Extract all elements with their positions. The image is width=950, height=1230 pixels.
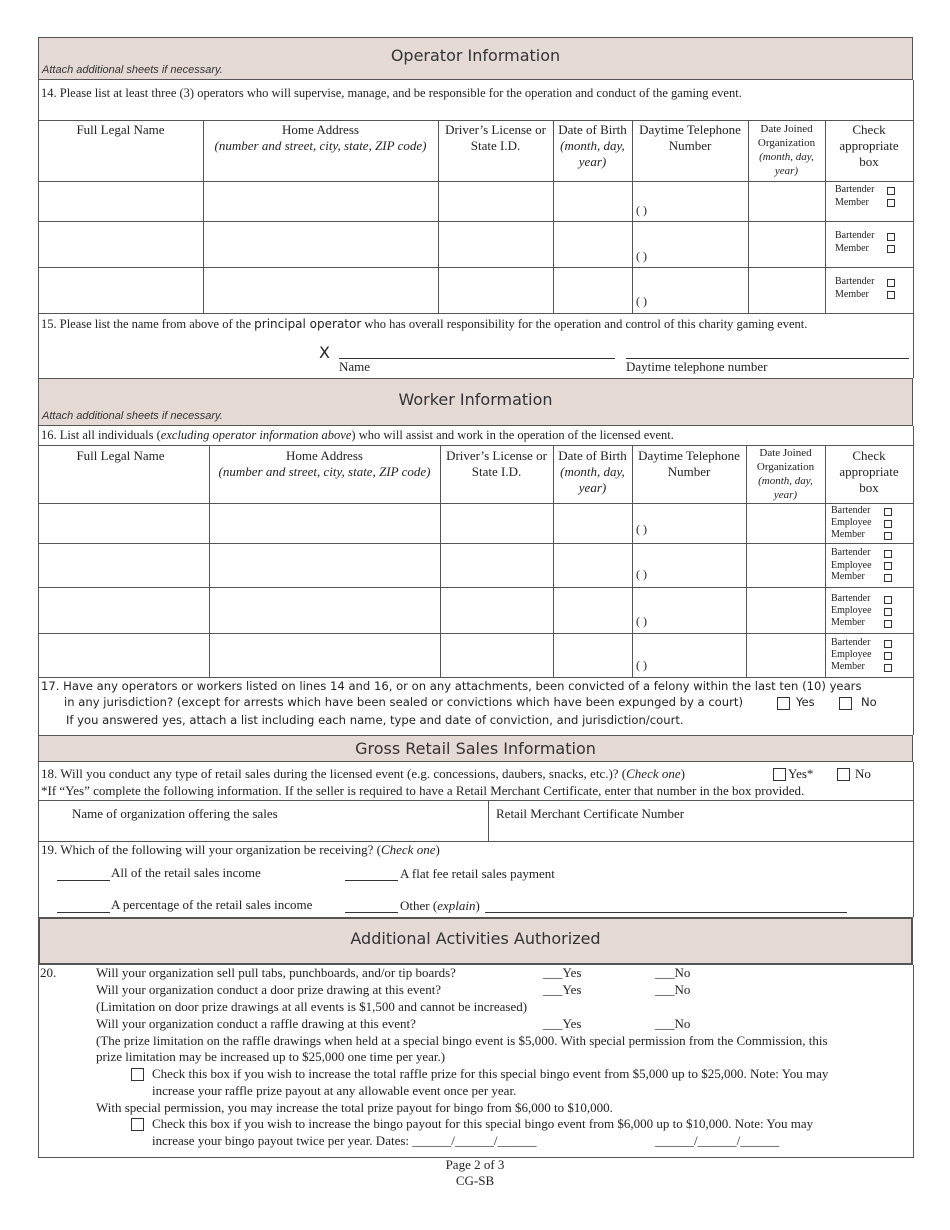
member-checkbox[interactable] [884, 574, 892, 582]
phone-placeholder: ( ) [636, 203, 647, 217]
col-home-address-label: Home Address [282, 122, 359, 137]
q19-part-b: Check one [380, 842, 436, 857]
member-checkbox[interactable] [884, 620, 892, 628]
option-bartender-label: Bartender [831, 547, 871, 558]
col-license [440, 448, 553, 480]
opt-pct-blank[interactable] [57, 912, 110, 913]
col-dob-3: year) [578, 154, 607, 169]
operator-section-header [38, 37, 913, 80]
q18-part-c: ) [680, 766, 685, 781]
q17-yes-label: Yes [796, 695, 815, 709]
option-employee-label: Employee [831, 649, 872, 660]
raffle-check-1: Check this box if you wish to increase the total raffle prize for this special bingo event from $5,000 up to $25,000. Note: You may [152, 1066, 829, 1081]
col-license-2: State I.D. [470, 138, 521, 153]
col-license-2: State I.D. [471, 464, 522, 479]
option-employee-label: Employee [831, 560, 872, 571]
pull-tabs-yes[interactable]: ___Yes [543, 965, 582, 980]
page-number: Page 2 of 3 [445, 1157, 505, 1172]
col-license-1: Driver’s License or [445, 122, 546, 137]
employee-checkbox[interactable] [884, 608, 892, 616]
retail-box-top [38, 800, 914, 801]
option-bartender-label: Bartender [835, 230, 875, 241]
col-check-box [825, 448, 913, 496]
cert-number-label: Retail Merchant Certificate Number [496, 806, 685, 821]
q19-part-a: 19. Which of the following will your organization be receiving? ( [41, 842, 381, 857]
employee-checkbox[interactable] [884, 652, 892, 660]
option-employee-label: Employee [831, 517, 872, 528]
col-date-joined [748, 122, 825, 178]
member-checkbox[interactable] [887, 199, 895, 207]
q17-line2: in any jurisdiction? (except for arrests which have been sealed or convictions which have been expunged by a court) [64, 695, 743, 709]
col-joined-3: (month, day, [758, 475, 813, 487]
q17-line3: If you answered yes, attach a list including each name, type and date of conviction, and jurisdiction/court. [66, 713, 684, 727]
bingo-check-1: Check this box if you wish to increase the bingo payout for this special bingo event from $6,000 up to $10,000. Note: You may [152, 1116, 814, 1131]
col-full-legal-name: Full Legal Name [76, 122, 165, 137]
col-dob-2: (month, day, [560, 138, 625, 153]
bartender-checkbox[interactable] [884, 640, 892, 648]
col-joined-1: Date Joined [760, 123, 813, 135]
worker-border-right [913, 426, 914, 735]
phone-placeholder: ( ) [636, 614, 647, 628]
col-phone-1: Daytime Telephone [639, 122, 741, 137]
bartender-checkbox[interactable] [884, 596, 892, 604]
principal-phone-label: Daytime telephone number [626, 359, 768, 374]
col-full-legal-name: Full Legal Name [76, 448, 165, 463]
q15-part-a: 15. Please list the name from above of the [41, 317, 252, 331]
phone-placeholder: ( ) [636, 567, 647, 581]
option-bartender-label: Bartender [831, 505, 871, 516]
col-check-3: box [859, 480, 879, 495]
bartender-checkbox[interactable] [887, 187, 895, 195]
opt-explain-text: explain [437, 898, 476, 913]
col-dob-1: Date of Birth [558, 122, 627, 137]
q19-text [41, 842, 440, 858]
q16-part-b: excluding operator information above [160, 428, 352, 442]
col-joined-4: year) [773, 489, 798, 501]
q14-text: 14. Please list at least three (3) operators who will supervise, manage, and be responsible for the operation and conduct of the gaming event. [41, 86, 742, 100]
q18-yes-label: Yes* [788, 766, 814, 781]
employee-checkbox[interactable] [884, 520, 892, 528]
col-check-1: Check [852, 122, 886, 137]
option-bartender-label: Bartender [831, 593, 871, 604]
q18-part-b: Check one [626, 766, 681, 781]
worker-title: Worker Information [398, 390, 553, 409]
q15-part-c: who has overall responsibility for the operation and control of this charity gaming event. [364, 317, 808, 331]
pull-tabs-question: Will your organization sell pull tabs, punchboards, and/or tip boards? [96, 965, 456, 980]
bingo-increase-checkbox[interactable] [131, 1118, 144, 1131]
option-member-label: Member [835, 289, 869, 300]
col-home-address-label: Home Address [286, 448, 363, 463]
bartender-checkbox[interactable] [887, 233, 895, 241]
col-phone [632, 448, 746, 480]
door-prize-no[interactable]: ___No [655, 982, 691, 997]
col-phone-2: Number [667, 464, 711, 479]
col-dob-2: (month, day, [560, 464, 625, 479]
raffle-check-2: increase your raffle prize payout at any allowable event once per year. [152, 1083, 517, 1098]
worker-attach-note: Attach additional sheets if necessary. [42, 410, 223, 422]
col-dob-3: year) [578, 480, 607, 495]
retail-border-right [913, 762, 914, 917]
q17-yes-checkbox[interactable] [777, 697, 790, 710]
additional-border-left [38, 965, 39, 1157]
col-home-address [203, 122, 438, 154]
col-check-3: box [859, 154, 879, 169]
additional-title: Additional Activities Authorized [350, 929, 601, 948]
bingo-dates-2[interactable]: ______/______/______ [655, 1133, 780, 1148]
q17-line1: 17. Have any operators or workers listed on lines 14 and 16, or on any attachments, been convicted of a felony within the last ten (10) years [41, 679, 862, 693]
operator-attach-note: Attach additional sheets if necessary. [42, 64, 223, 76]
col-dob [553, 448, 632, 496]
raffle-limit-2: prize limitation may be increased up to $25,000 one time per year.) [96, 1049, 446, 1064]
raffle-increase-checkbox[interactable] [131, 1068, 144, 1081]
option-member-label: Member [831, 661, 865, 672]
raffle-no[interactable]: ___No [655, 1016, 691, 1031]
member-checkbox[interactable] [884, 664, 892, 672]
q18-no-checkbox[interactable] [837, 768, 850, 781]
opt-other-blank[interactable] [345, 912, 398, 913]
door-prize-limit: (Limitation on door prize drawings at all events is $1,500 and cannot be increased) [96, 999, 528, 1014]
bartender-checkbox[interactable] [884, 508, 892, 516]
bingo-permission: With special permission, you may increase the total prize payout for bingo from $6,000 to $10,000. [96, 1100, 613, 1115]
col-check-2: appropriate [839, 138, 899, 153]
raffle-yes[interactable]: ___Yes [543, 1016, 582, 1031]
bartender-checkbox[interactable] [884, 550, 892, 558]
door-prize-question: Will your organization conduct a door prize drawing at this event? [96, 982, 442, 997]
member-checkbox[interactable] [887, 245, 895, 253]
option-bartender-label: Bartender [831, 637, 871, 648]
col-joined-1: Date Joined [759, 447, 812, 459]
phone-placeholder: ( ) [636, 658, 647, 672]
col-check-2: appropriate [839, 464, 899, 479]
q17-no-checkbox[interactable] [839, 697, 852, 710]
opt-explain-line[interactable] [485, 912, 847, 913]
col-dob-1: Date of Birth [558, 448, 627, 463]
q18-text [41, 766, 685, 782]
col-phone-2: Number [668, 138, 712, 153]
worker-border-left [38, 426, 39, 735]
raffle-limit-1: (The prize limitation on the raffle drawings when held at a special bingo event is $5,000. With special permission from the Commission, this [96, 1033, 828, 1048]
col-check-1: Check [852, 448, 886, 463]
opt-other-label [400, 898, 480, 914]
principal-name-line[interactable] [339, 358, 615, 359]
retail-border-left [38, 762, 39, 917]
q20-number: 20. [40, 965, 57, 980]
option-member-label: Member [831, 571, 865, 582]
option-member-label: Member [831, 529, 865, 540]
raffle-question: Will your organization conduct a raffle drawing at this event? [96, 1016, 416, 1031]
q18-note: *If “Yes” complete the following information. If the seller is required to have a Retail Merchant Certificate, enter that number in the box provided. [41, 783, 805, 798]
phone-placeholder: ( ) [636, 249, 647, 263]
q18-yes-checkbox[interactable] [773, 768, 786, 781]
opt-close-text: ) [475, 898, 480, 913]
retail-title: Gross Retail Sales Information [355, 739, 596, 758]
opt-all-label: All of the retail sales income [111, 865, 261, 880]
opt-other-text: Other ( [400, 898, 438, 913]
q16-part-c: ) who will assist and work in the operation of the licensed event. [351, 428, 674, 442]
worker-section-header [38, 378, 913, 426]
principal-name-label: Name [339, 359, 371, 374]
option-bartender-label: Bartender [835, 184, 875, 195]
q15-text [41, 317, 807, 332]
phone-placeholder: ( ) [636, 522, 647, 536]
col-joined-2: Organization [757, 137, 816, 149]
bartender-checkbox[interactable] [887, 279, 895, 287]
col-home-address-sub: (number and street, city, state, ZIP code) [214, 138, 427, 153]
member-checkbox[interactable] [884, 532, 892, 540]
option-member-label: Member [835, 197, 869, 208]
employee-checkbox[interactable] [884, 562, 892, 570]
bingo-check-2: increase your bingo payout twice per year. Dates: ______/______/______ [152, 1133, 537, 1148]
q17-no-label: No [861, 695, 877, 709]
col-license [438, 122, 553, 154]
option-bartender-label: Bartender [835, 276, 875, 287]
col-home-address-sub: (number and street, city, state, ZIP code) [218, 464, 431, 479]
q18-part-a: 18. Will you conduct any type of retail sales during the licensed event (e.g. concessions, daubers, snacks, etc.)? ( [41, 766, 627, 781]
pull-tabs-no[interactable]: ___No [655, 965, 691, 980]
opt-pct-label: A percentage of the retail sales income [111, 897, 313, 912]
col-phone [632, 122, 748, 154]
option-employee-label: Employee [831, 605, 872, 616]
org-name-label: Name of organization offering the sales [72, 806, 278, 821]
retail-box-divider [488, 800, 489, 841]
col-joined-2: Organization [756, 461, 815, 473]
col-joined-4: year) [774, 165, 799, 177]
door-prize-yes[interactable]: ___Yes [543, 982, 582, 997]
operator-border-right [913, 80, 914, 378]
col-home-address [209, 448, 440, 480]
q16-text [41, 428, 674, 443]
retail-section-header [38, 735, 913, 762]
q18-no-label: No [855, 766, 871, 781]
signature-x: X [319, 343, 330, 362]
form-code: CG-SB [455, 1173, 495, 1188]
phone-placeholder: ( ) [636, 294, 647, 308]
col-date-joined [746, 446, 825, 502]
col-license-1: Driver’s License or [446, 448, 547, 463]
option-member-label: Member [835, 243, 869, 254]
member-checkbox[interactable] [887, 291, 895, 299]
operator-title: Operator Information [390, 46, 561, 65]
opt-all-blank[interactable] [57, 880, 110, 881]
opt-flat-label: A flat fee retail sales payment [400, 866, 555, 881]
q15-principal-operator: principal operator [254, 317, 362, 331]
additional-section-header [38, 917, 913, 965]
additional-border-right [913, 965, 914, 1157]
col-joined-3: (month, day, [759, 151, 814, 163]
col-dob [553, 122, 632, 170]
option-member-label: Member [831, 617, 865, 628]
col-phone-1: Daytime Telephone [638, 448, 740, 463]
col-check-box [825, 122, 913, 170]
q16-part-a: 16. List all individuals ( [41, 428, 161, 442]
opt-flat-blank[interactable] [345, 880, 398, 881]
q19-part-c: ) [435, 842, 440, 857]
